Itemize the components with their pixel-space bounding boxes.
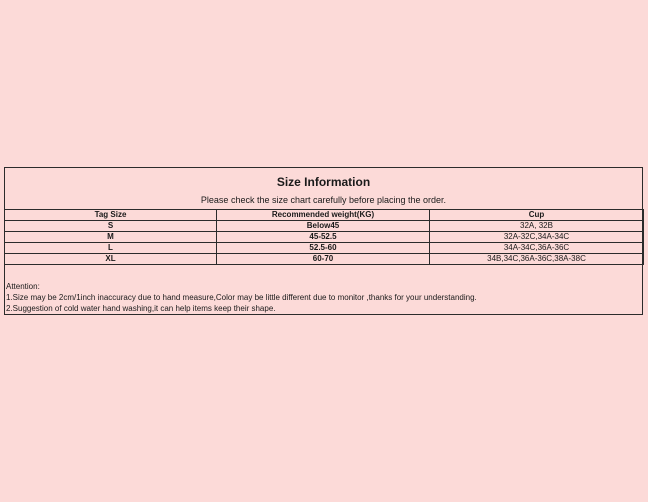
table-row	[5, 254, 644, 265]
cell-size: M	[5, 232, 217, 243]
cell-size: L	[5, 243, 217, 254]
size-table	[4, 209, 644, 265]
header-recommended-weight: Recommended weight(KG)	[217, 210, 430, 221]
cell-weight: 52.5-60	[217, 243, 430, 254]
notes-heading: Attention:	[6, 282, 40, 291]
table-row	[5, 232, 644, 243]
cell-cup: 34A-34C,36A-36C	[430, 243, 644, 254]
cell-cup: 34B,34C,36A-36C,38A-38C	[430, 254, 644, 265]
cell-size: S	[5, 221, 217, 232]
header-cup: Cup	[430, 210, 644, 221]
header-tag-size: Tag Size	[5, 210, 217, 221]
cell-weight: 45-52.5	[217, 232, 430, 243]
table-row	[5, 243, 644, 254]
attention-notes	[6, 281, 477, 314]
notes-line-1: 1.Size may be 2cm/1inch inaccuracy due to hand measure,Color may be little different due to monitor ,thanks for your understanding.	[6, 293, 477, 302]
notes-line-2: 2.Suggestion of cold water hand washing,it can help items keep their shape.	[6, 304, 276, 313]
cell-cup: 32A-32C,34A-34C	[430, 232, 644, 243]
cell-size: XL	[5, 254, 217, 265]
cell-cup: 32A, 32B	[430, 221, 644, 232]
size-info-title: Size Information	[276, 175, 371, 189]
table-header-row	[5, 210, 644, 221]
size-info-subtitle: Please check the size chart carefully before placing the order.	[200, 195, 447, 205]
cell-weight: Below45	[217, 221, 430, 232]
table-row	[5, 221, 644, 232]
size-information-panel	[4, 167, 643, 315]
cell-weight: 60-70	[217, 254, 430, 265]
